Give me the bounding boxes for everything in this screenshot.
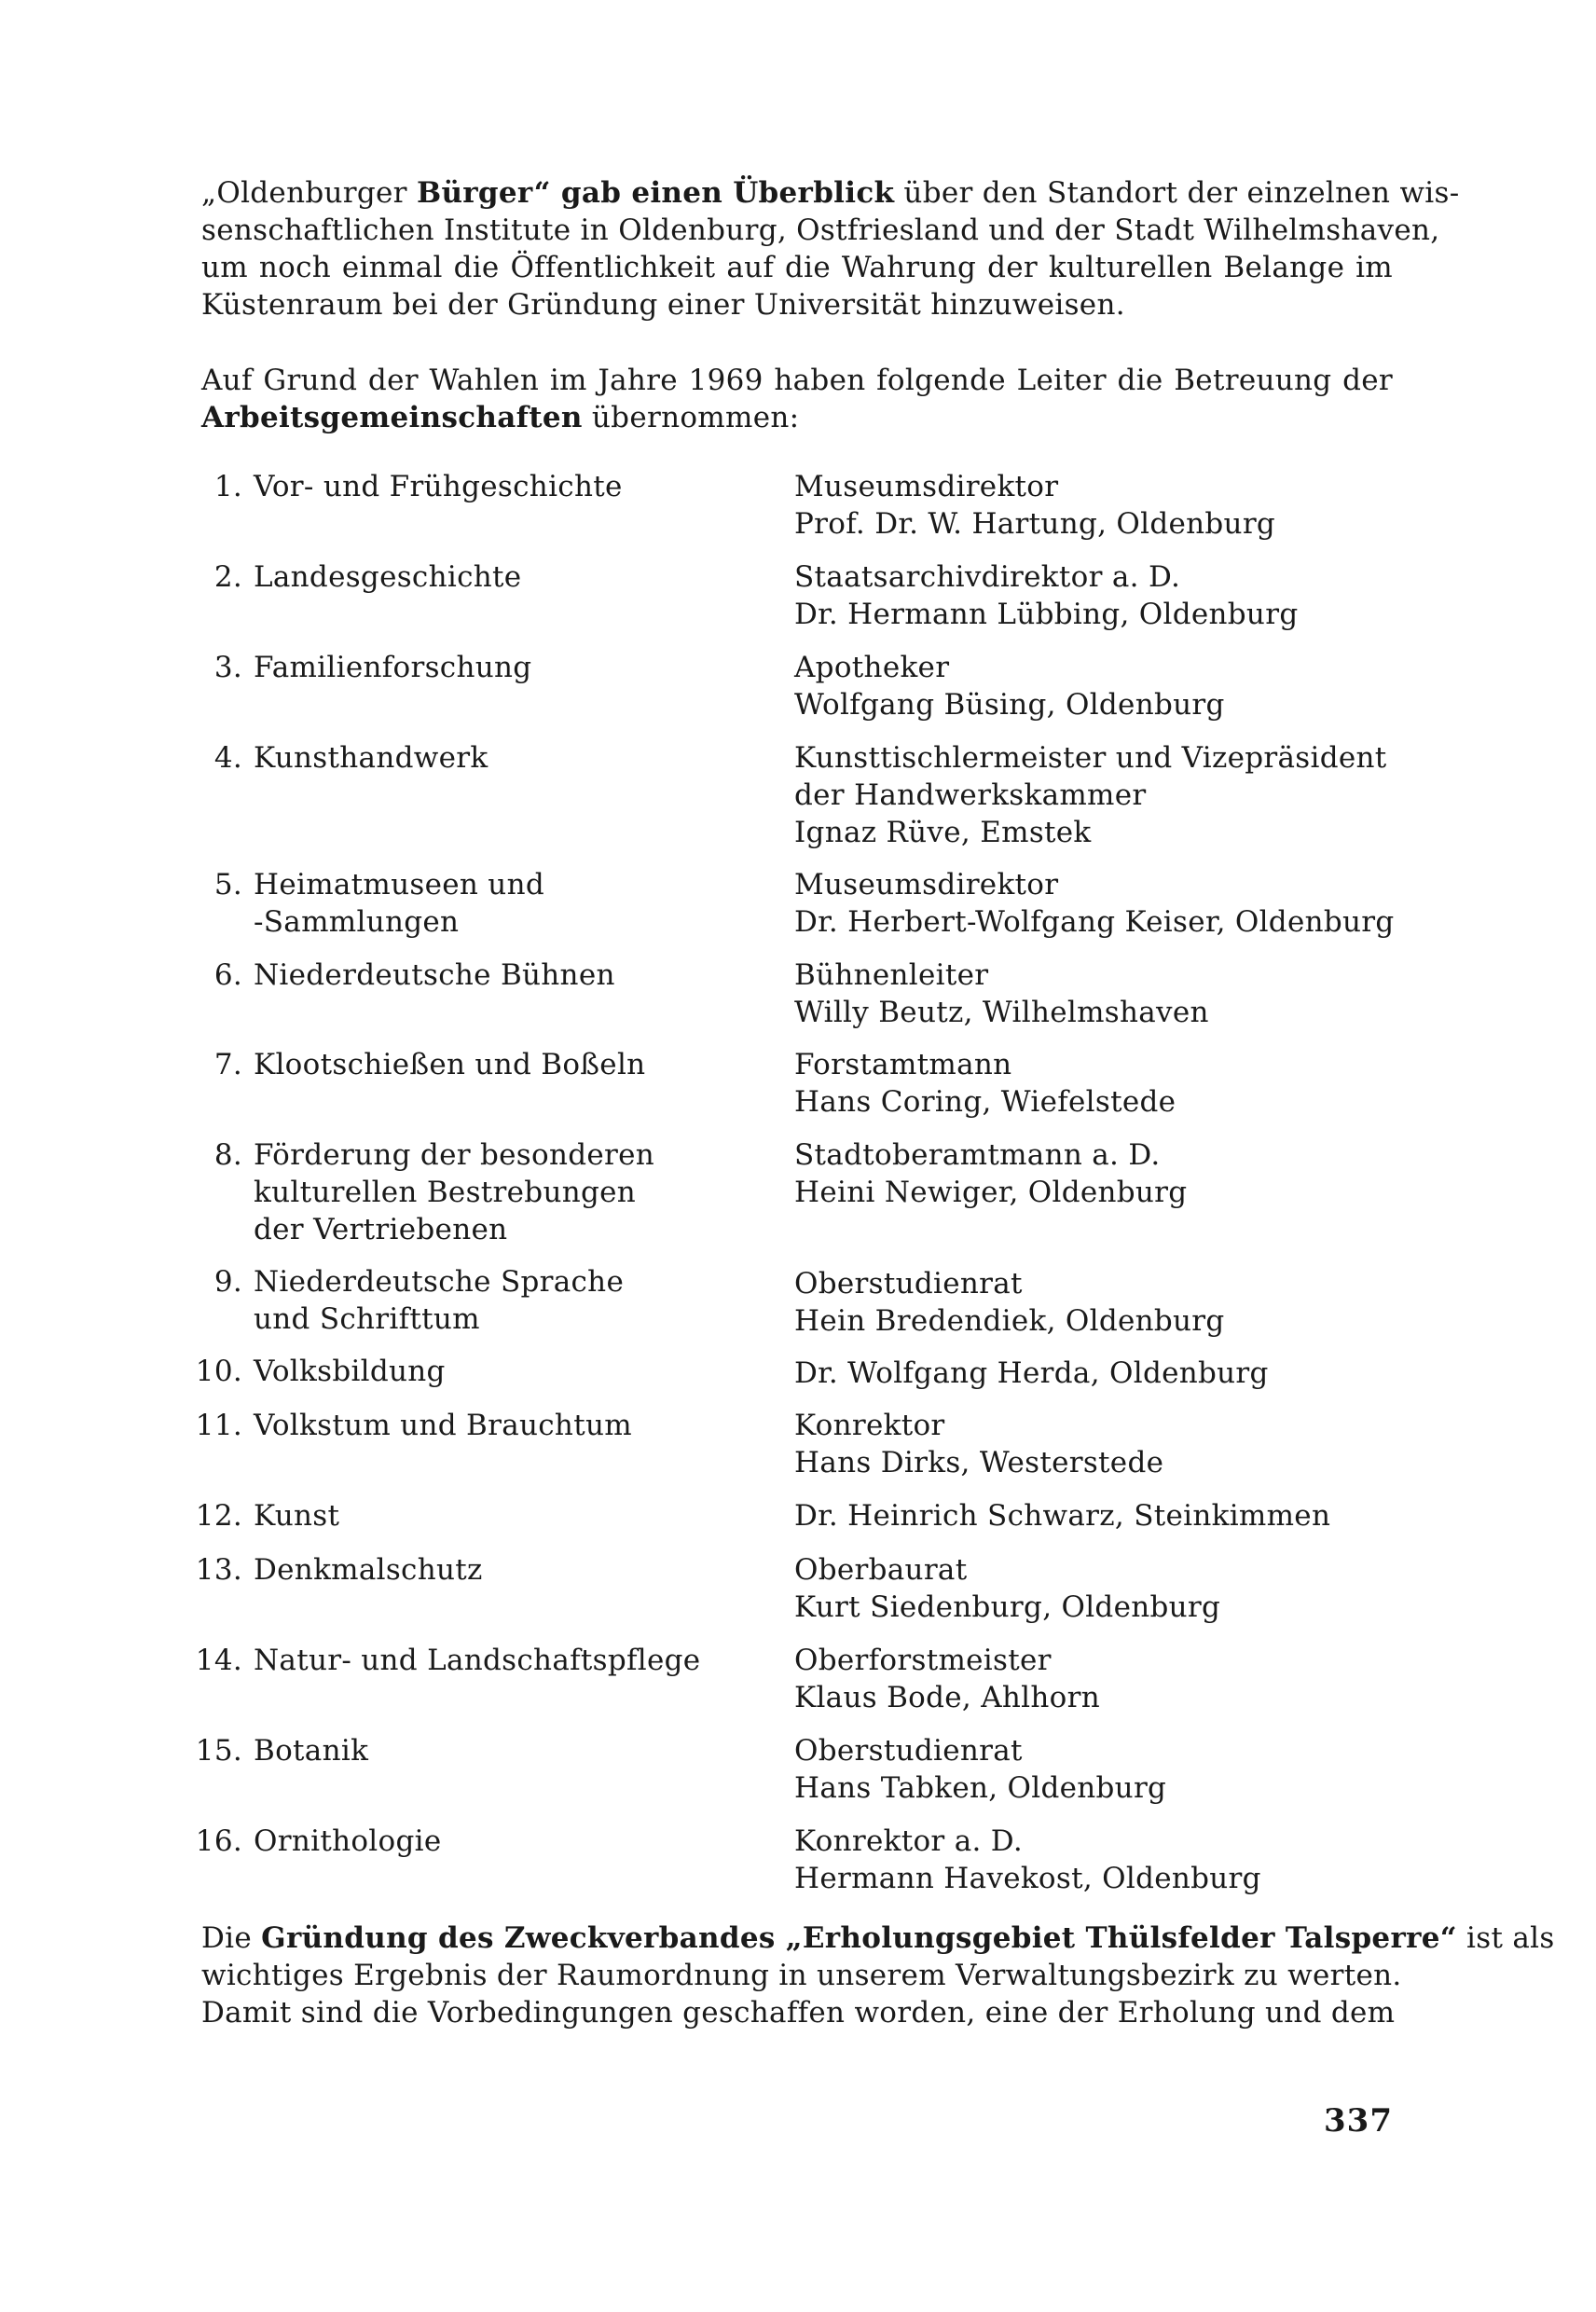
leader-line: Staatsarchivdirektor a. D. — [794, 560, 1181, 594]
leader-line: Heini Newiger, Oldenburg — [794, 1176, 1188, 1209]
closing-paragraph — [201, 1920, 1555, 2031]
item-topic — [254, 1642, 700, 1679]
topic-line: Förderung der besonderen — [254, 1138, 655, 1172]
item-number: 8. — [213, 1138, 242, 1172]
wahlen-line-2 — [201, 399, 1393, 436]
item-number: 6. — [213, 958, 242, 992]
intro-line: Küstenraum bei der Gründung einer Universität hinzuweisen. — [201, 288, 1125, 322]
item-topic — [254, 739, 488, 777]
item-leader — [794, 1497, 1330, 1534]
leader-line: Hans Coring, Wiefelstede — [794, 1085, 1176, 1119]
topic-line: der Vertriebenen — [254, 1213, 508, 1246]
leader-line: Museumsdirektor — [794, 470, 1059, 503]
item-leader — [794, 1407, 1163, 1481]
zweckverband-term: Gründung des Zweckverbandes „Erholungsgebiet Thülsfelder Talsperre“ — [261, 1921, 1457, 1955]
topic-line: Ornithologie — [254, 1824, 442, 1858]
leader-line: Kurt Siedenburg, Oldenburg — [794, 1590, 1221, 1624]
item-topic — [254, 468, 623, 505]
item-leader — [794, 1732, 1166, 1807]
leader-line: Hein Bredendiek, Oldenburg — [794, 1304, 1225, 1338]
topic-line: Niederdeutsche Bühnen — [254, 958, 615, 992]
item-number: 10. — [195, 1355, 242, 1388]
leader-line: Hermann Havekost, Oldenburg — [794, 1862, 1261, 1895]
leader-line: Wolfgang Büsing, Oldenburg — [794, 688, 1225, 722]
topic-line: Natur- und Landschaftspflege — [254, 1644, 701, 1677]
item-leader — [794, 649, 1225, 723]
item-leader — [794, 1551, 1220, 1626]
item-leader — [794, 1265, 1225, 1340]
intro-line-1-part-a: „Oldenburger — [201, 176, 417, 210]
item-number: 4. — [213, 741, 242, 775]
item-number: 15. — [195, 1734, 242, 1768]
leader-line: Dr. Hermann Lübbing, Oldenburg — [794, 598, 1299, 631]
item-number: 1. — [213, 470, 242, 503]
leader-line: Bühnenleiter — [794, 958, 989, 992]
item-number: 5. — [213, 868, 242, 901]
topic-line: Volksbildung — [254, 1355, 446, 1388]
leader-line: Apotheker — [794, 651, 950, 684]
intro-line: um noch einmal die Öffentlichkeit auf die Wahrung der kulturellen Belange im — [201, 251, 1393, 284]
item-leader — [794, 1642, 1100, 1716]
item-leader — [794, 956, 1209, 1031]
leader-line: Konrektor a. D. — [794, 1824, 1023, 1858]
leader-line: Willy Beutz, Wilhelmshaven — [794, 996, 1209, 1029]
topic-line: Volkstum und Brauchtum — [254, 1409, 632, 1442]
topic-line: Heimatmuseen und — [254, 868, 544, 901]
intro-paragraph — [201, 174, 1460, 323]
wahlen-line-1: Auf Grund der Wahlen im Jahre 1969 haben folgende Leiter die Betreuung der — [201, 364, 1393, 397]
item-leader — [794, 558, 1298, 633]
item-leader — [794, 1136, 1187, 1211]
leader-line: Konrektor — [794, 1409, 945, 1442]
item-topic — [254, 1136, 654, 1248]
item-leader — [794, 1355, 1269, 1392]
leader-line: Oberstudienrat — [794, 1267, 1023, 1300]
item-number: 14. — [195, 1644, 242, 1677]
item-leader — [794, 739, 1387, 851]
leader-line: Museumsdirektor — [794, 868, 1059, 901]
leader-line: Kunsttischlermeister und Vizepräsident — [794, 741, 1387, 775]
topic-line: Klootschießen und Boßeln — [254, 1048, 646, 1081]
item-topic — [254, 558, 521, 596]
item-topic — [254, 1263, 624, 1338]
leader-line: Dr. Herbert-Wolfgang Keiser, Oldenburg — [794, 905, 1395, 939]
closing-line-2: wichtiges Ergebnis der Raumordnung in unserem Verwaltungsbezirk zu werten. — [201, 1959, 1402, 1992]
topic-line: kulturellen Bestrebungen — [254, 1176, 637, 1209]
item-leader — [794, 1046, 1176, 1121]
item-topic — [254, 1823, 441, 1860]
wahlen-line-2-rest: übernommen: — [582, 401, 800, 434]
item-topic — [254, 956, 615, 994]
topic-line: Kunsthandwerk — [254, 741, 488, 775]
item-number: 13. — [195, 1553, 242, 1587]
topic-line: -Sammlungen — [254, 905, 460, 939]
arbeitsgemeinschaften-term: Arbeitsgemeinschaften — [201, 401, 583, 434]
topic-line: Denkmalschutz — [254, 1553, 483, 1587]
leader-line: Hans Dirks, Westerstede — [794, 1446, 1164, 1479]
leader-line: Oberbaurat — [794, 1553, 968, 1587]
topic-line: und Schrifttum — [254, 1302, 480, 1336]
intro-line — [201, 174, 1460, 212]
item-leader — [794, 866, 1395, 941]
topic-line: Landesgeschichte — [254, 560, 522, 594]
item-number: 12. — [195, 1499, 242, 1533]
item-topic — [254, 1046, 645, 1083]
topic-line: Familienforschung — [254, 651, 532, 684]
item-topic — [254, 1732, 368, 1769]
closing-line-3: Damit sind die Vorbedingungen geschaffen worden, eine der Erholung und dem — [201, 1996, 1396, 2030]
item-number: 2. — [213, 560, 242, 594]
leader-line: Klaus Bode, Ahlhorn — [794, 1681, 1101, 1714]
item-number: 16. — [195, 1824, 242, 1858]
leader-line: der Handwerkskammer — [794, 778, 1147, 812]
item-topic — [254, 1407, 632, 1444]
item-topic — [254, 1353, 446, 1390]
leader-line: Hans Tabken, Oldenburg — [794, 1771, 1167, 1805]
item-number: 9. — [213, 1265, 242, 1299]
leader-line: Forstamtmann — [794, 1048, 1012, 1081]
item-topic — [254, 649, 531, 686]
page-number: 337 — [1324, 2102, 1393, 2140]
leader-line: Prof. Dr. W. Hartung, Oldenburg — [794, 507, 1276, 541]
item-number: 7. — [213, 1048, 242, 1081]
topic-line: Kunst — [254, 1499, 340, 1533]
item-number: 3. — [213, 651, 242, 684]
leader-line: Oberstudienrat — [794, 1734, 1023, 1768]
leader-line: Dr. Wolfgang Herda, Oldenburg — [794, 1356, 1269, 1390]
item-topic — [254, 1551, 483, 1589]
leader-line: Oberforstmeister — [794, 1644, 1052, 1677]
item-leader — [794, 468, 1275, 543]
closing-line-1-pre: Die — [201, 1921, 262, 1955]
leader-line: Ignaz Rüve, Emstek — [794, 816, 1092, 849]
topic-line: Niederdeutsche Sprache — [254, 1265, 625, 1299]
topic-line: Botanik — [254, 1734, 369, 1768]
item-number: 11. — [195, 1409, 242, 1442]
wahlen-paragraph — [201, 362, 1393, 436]
closing-line-1-post: ist als — [1456, 1921, 1555, 1955]
intro-bold-segment: Bürger“ gab einen Überblick — [416, 176, 895, 210]
item-topic — [254, 866, 544, 941]
item-topic — [254, 1497, 339, 1534]
leader-line: Dr. Heinrich Schwarz, Steinkimmen — [794, 1499, 1331, 1533]
leader-line: Stadtoberamtmann a. D. — [794, 1138, 1161, 1172]
item-leader — [794, 1823, 1261, 1897]
topic-line: Vor- und Frühgeschichte — [254, 470, 623, 503]
closing-line-1 — [201, 1920, 1555, 1957]
intro-line: senschaftlichen Institute in Oldenburg, Ostfriesland und der Stadt Wilhelmshaven, — [201, 213, 1440, 247]
intro-line-1-part-b: über den Standort der einzelnen wis- — [894, 176, 1460, 210]
